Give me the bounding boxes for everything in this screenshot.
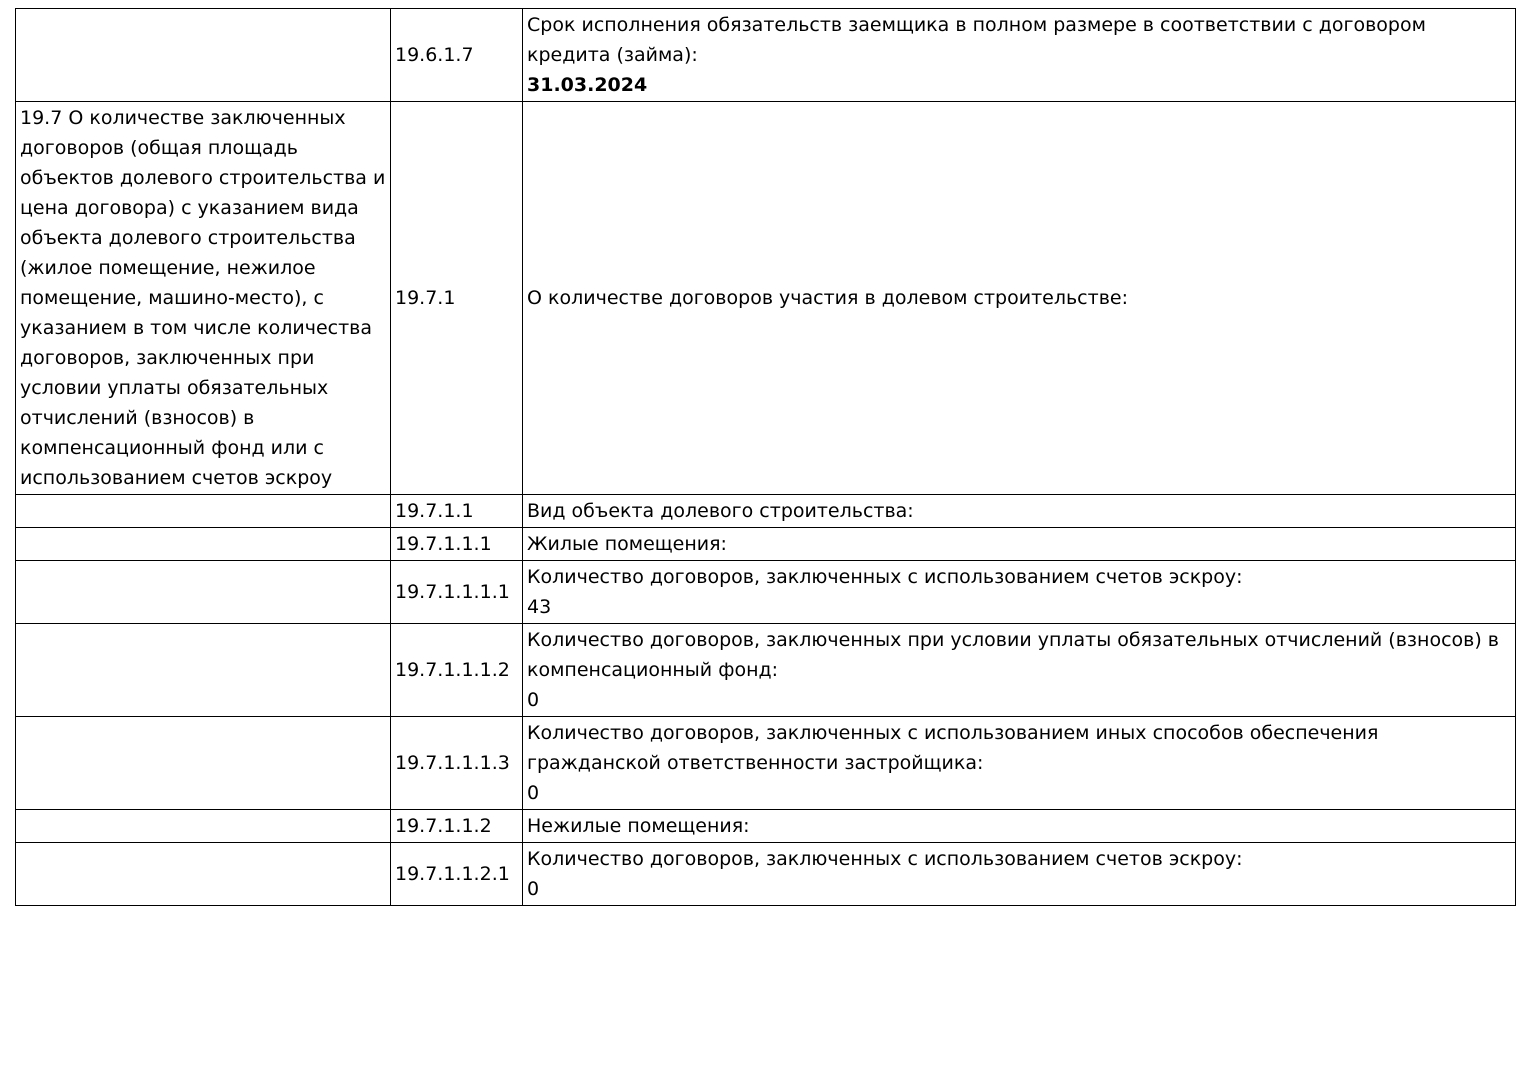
section-label-cell	[16, 528, 391, 561]
section-label-cell: 19.7 О количестве заключенных договоров (общая площадь объектов долевого строительства и цена договора) с указанием вида объекта долевого строительства (жилое помещение, нежилое помещение, машино-место), с указанием в том числе количества договоров, заключенных при условии уплаты обязательных отчислений (взносов) в компенсационный фонд или с использованием счетов эскроу	[16, 102, 391, 495]
page	[0, 8, 1529, 1088]
content-cell	[523, 9, 1516, 102]
content-text: О количестве договоров участия в долевом строительстве:	[527, 287, 1128, 309]
content-cell	[523, 495, 1516, 528]
content-text: Количество договоров, заключенных с использованием счетов эскроу:	[527, 848, 1243, 870]
item-number-cell: 19.7.1.1.2.1	[391, 843, 523, 906]
content-cell	[523, 528, 1516, 561]
item-number-cell: 19.6.1.7	[391, 9, 523, 102]
table-row	[16, 624, 1516, 717]
content-text: Вид объекта долевого строительства:	[527, 500, 914, 522]
item-number-cell: 19.7.1.1.1.1	[391, 561, 523, 624]
table-row	[16, 9, 1516, 102]
content-text: Количество договоров, заключенных с использованием счетов эскроу:	[527, 566, 1243, 588]
item-number-cell: 19.7.1.1	[391, 495, 523, 528]
content-value: 0	[527, 782, 540, 804]
table-row	[16, 843, 1516, 906]
item-number-cell: 19.7.1.1.1.2	[391, 624, 523, 717]
item-number-cell: 19.7.1	[391, 102, 523, 495]
section-label-cell	[16, 9, 391, 102]
table-row	[16, 717, 1516, 810]
content-value: 0	[527, 878, 540, 900]
section-label-cell	[16, 843, 391, 906]
table-row	[16, 495, 1516, 528]
content-cell	[523, 843, 1516, 906]
content-cell	[523, 717, 1516, 810]
item-number-cell: 19.7.1.1.1.3	[391, 717, 523, 810]
content-value: 0	[527, 689, 540, 711]
item-number-cell: 19.7.1.1.1	[391, 528, 523, 561]
content-text: Срок исполнения обязательств заемщика в полном размере в соответствии с договором кредита (займа):	[527, 14, 1426, 66]
content-cell	[523, 561, 1516, 624]
content-text: Жилые помещения:	[527, 533, 727, 555]
content-text: Количество договоров, заключенных при условии уплаты обязательных отчислений (взносов) в компенсационный фонд:	[527, 629, 1499, 681]
section-label-cell	[16, 624, 391, 717]
content-text: Количество договоров, заключенных с использованием иных способов обеспечения гражданской ответственности застройщика:	[527, 722, 1379, 774]
content-cell	[523, 810, 1516, 843]
content-value: 43	[527, 596, 552, 618]
section-label-cell	[16, 717, 391, 810]
content-text: Нежилые помещения:	[527, 815, 750, 837]
table-row	[16, 102, 1516, 495]
section-label-cell	[16, 810, 391, 843]
project-declaration-table	[15, 8, 1516, 906]
item-number-cell: 19.7.1.1.2	[391, 810, 523, 843]
table-row	[16, 810, 1516, 843]
section-label-cell	[16, 561, 391, 624]
table-row	[16, 561, 1516, 624]
content-cell	[523, 624, 1516, 717]
content-cell	[523, 102, 1516, 495]
table-row	[16, 528, 1516, 561]
content-value: 31.03.2024	[527, 74, 648, 96]
section-label-cell	[16, 495, 391, 528]
